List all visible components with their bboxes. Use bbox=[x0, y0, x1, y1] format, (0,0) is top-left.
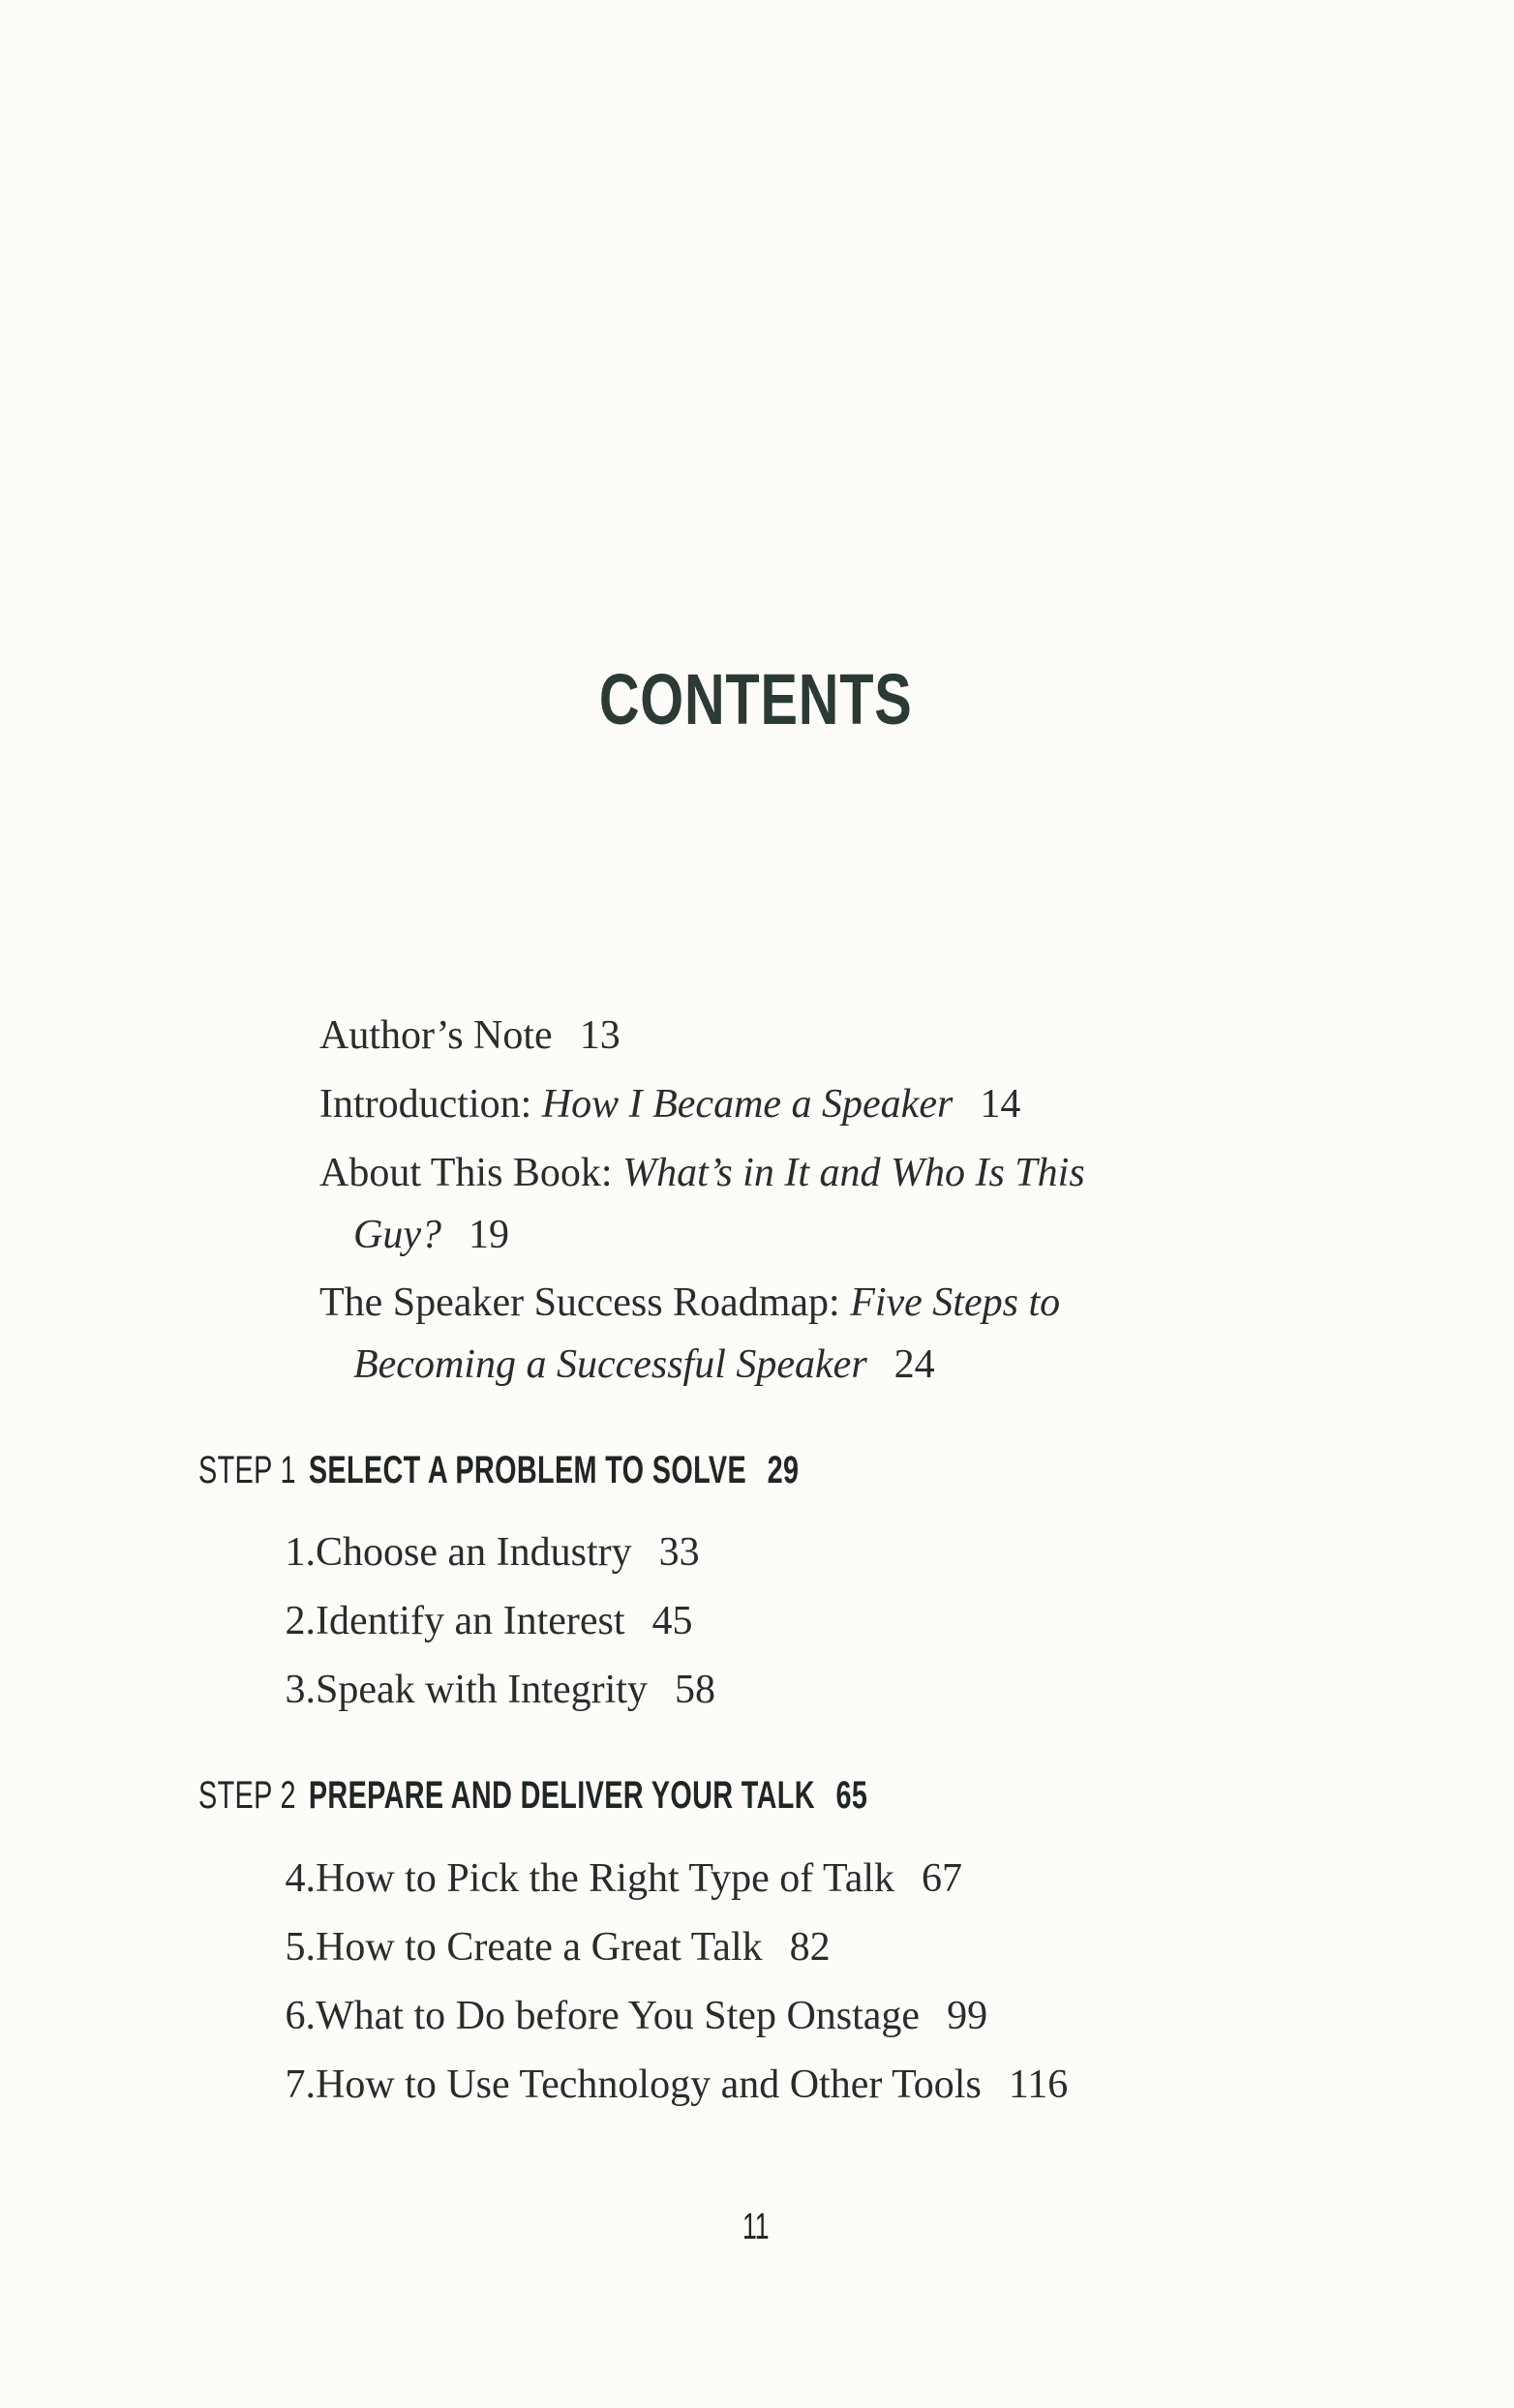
chapter-page: 58 bbox=[674, 1668, 715, 1712]
page-title: CONTENTS bbox=[598, 659, 913, 739]
chapter-entry-3 bbox=[271, 1666, 715, 1714]
chapter-entry-5 bbox=[271, 1923, 831, 1972]
chapter-page: 45 bbox=[651, 1599, 693, 1643]
toc-entry-page: 19 bbox=[468, 1213, 509, 1257]
step-label: STEP 2 bbox=[198, 1774, 296, 1817]
toc-entry-subtitle: What’s in It and Who Is This bbox=[622, 1151, 1085, 1195]
step-heading-1 bbox=[198, 1446, 799, 1494]
toc-entry-subtitle-cont: Becoming a Successful Speaker bbox=[353, 1342, 867, 1387]
toc-entry-roadmap-cont bbox=[353, 1340, 935, 1389]
chapter-number: 1. bbox=[285, 1530, 316, 1575]
chapter-title: What to Do before You Step Onstage bbox=[316, 1994, 921, 2038]
toc-entry-page: 14 bbox=[980, 1082, 1021, 1127]
step-page: 29 bbox=[767, 1449, 800, 1491]
chapter-entry-7 bbox=[271, 2061, 1068, 2109]
toc-entry-subtitle-cont: Guy? bbox=[353, 1213, 441, 1257]
chapter-entry-2 bbox=[271, 1597, 693, 1645]
toc-entry-label: Author’s Note bbox=[319, 1013, 553, 1058]
toc-entry-roadmap bbox=[319, 1279, 1060, 1327]
chapter-title: Speak with Integrity bbox=[316, 1668, 648, 1712]
chapter-entry-1 bbox=[271, 1528, 700, 1577]
step-label: STEP 1 bbox=[198, 1449, 296, 1491]
toc-entry-subtitle: How I Became a Speaker bbox=[541, 1082, 954, 1127]
toc-entry-about-this-book bbox=[319, 1149, 1085, 1197]
chapter-entry-4 bbox=[271, 1854, 962, 1903]
toc-entry-label: About This Book: bbox=[319, 1151, 623, 1195]
toc-entry-label: The Speaker Success Roadmap: bbox=[319, 1280, 851, 1325]
chapter-number: 7. bbox=[285, 2062, 316, 2107]
step-heading-2 bbox=[198, 1771, 867, 1820]
toc-entry-page: 24 bbox=[893, 1342, 935, 1387]
chapter-title: How to Use Technology and Other Tools bbox=[316, 2062, 982, 2107]
toc-entry-introduction bbox=[319, 1080, 1020, 1129]
chapter-page: 82 bbox=[789, 1925, 831, 1970]
toc-entry-page: 13 bbox=[579, 1013, 621, 1058]
step-page: 65 bbox=[835, 1774, 868, 1817]
toc-entry-subtitle: Five Steps to bbox=[850, 1280, 1061, 1325]
chapter-title: Identify an Interest bbox=[316, 1599, 625, 1643]
chapter-page: 67 bbox=[922, 1856, 963, 1901]
chapter-title: How to Pick the Right Type of Talk bbox=[316, 1856, 895, 1901]
page-number: 11 bbox=[742, 2207, 770, 2247]
chapter-number: 5. bbox=[285, 1925, 316, 1970]
chapter-entry-6 bbox=[271, 1992, 987, 2040]
step-title: SELECT A PROBLEM TO SOLVE bbox=[308, 1449, 747, 1491]
toc-entry-about-this-book-cont bbox=[353, 1211, 509, 1259]
chapter-number: 2. bbox=[285, 1599, 316, 1643]
chapter-page: 99 bbox=[947, 1994, 988, 2038]
chapter-number: 3. bbox=[285, 1668, 316, 1712]
toc-entry-label: Introduction: bbox=[319, 1082, 542, 1127]
step-title: PREPARE AND DELIVER YOUR TALK bbox=[308, 1774, 815, 1817]
toc-entry-authors-note bbox=[319, 1011, 621, 1060]
chapter-number: 6. bbox=[285, 1994, 316, 2038]
chapter-title: How to Create a Great Talk bbox=[316, 1925, 763, 1970]
chapter-number: 4. bbox=[285, 1856, 316, 1901]
chapter-page: 33 bbox=[658, 1530, 700, 1575]
chapter-title: Choose an Industry bbox=[316, 1530, 632, 1575]
chapter-page: 116 bbox=[1008, 2062, 1069, 2107]
